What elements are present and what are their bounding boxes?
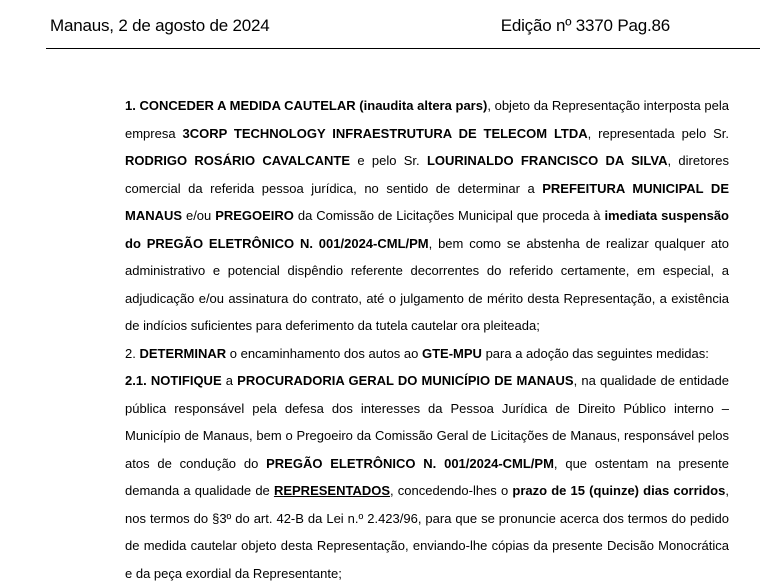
paragraph-2 xyxy=(125,340,729,368)
p1-s13: imediata suspensão do PREGÃO ELETRÔNICO N. 001/2024-CML/PM xyxy=(125,208,729,251)
paragraph-3 xyxy=(125,367,729,587)
p3-s10: , nos termos do §3º do art. 42-B da Lei n.º 2.423/96, para que se pronuncie acerca dos termos do pedido de medida cautelar objeto desta Representação, enviando-lhe cópias da presente Decisão Monocrática e da peça exordial da Representante; xyxy=(125,483,729,581)
p3-s9: prazo de 15 (quinze) dias corridos xyxy=(512,483,726,498)
p3-s8: , concedendo-lhes o xyxy=(390,483,513,498)
p1-s6: e pelo Sr. xyxy=(350,153,427,168)
p1-s3: 3CORP TECHNOLOGY INFRAESTRUTURA DE TELECOM LTDA xyxy=(182,125,588,141)
p2-s4: o encaminhamento dos autos ao xyxy=(226,345,422,361)
p1-s12: da Comissão de Licitações Municipal que proceda à xyxy=(293,208,605,223)
p3-s5: PREGÃO ELETRÔNICO N. 001/2024-CML/PM xyxy=(266,455,554,471)
p2-s3: DETERMINAR xyxy=(139,345,227,361)
p1-s1: 1. CONCEDER A MEDIDA CAUTELAR (inaudita altera pars) xyxy=(125,98,488,113)
p3-s7: REPRESENTADOS xyxy=(273,483,391,498)
page-header xyxy=(50,16,670,36)
p1-s8: , diretores comercial da referida pessoa jurídica, no sentido de determinar a xyxy=(125,153,729,196)
p1-s7: LOURINALDO FRANCISCO DA SILVA xyxy=(426,153,668,168)
p2-s5: GTE-MPU xyxy=(422,345,482,361)
paragraph-1 xyxy=(125,92,729,340)
p1-s2: , objeto da Representação interposta pela empresa xyxy=(125,98,730,141)
p3-s4: , na qualidade de entidade pública responsável pela defesa dos interesses da Pessoa Jurídica de Direito Público interno – Município de Manaus, bem o Pregoeiro da Comissão Geral de Licitações de Manaus, responsável pelos atos de condução do xyxy=(125,373,729,471)
p1-s4: , representada pelo Sr. xyxy=(587,125,729,141)
p1-s11: PREGOEIRO xyxy=(215,208,294,223)
p1-s10: e/ou xyxy=(182,208,216,223)
p1-s14: , bem como se abstenha de realizar qualquer ato administrativo e potencial dispêndio referente decorrentes do referido certamente, em especial, a adjudicação e/ou assinatura do contrato, até o julgamento de mérito desta Representação, a existência de indícios suficientes para deferimento da tutela cautelar ora pleiteada; xyxy=(125,235,729,333)
p3-s1: 2.1. NOTIFIQUE xyxy=(125,373,222,388)
header-date: Manaus, 2 de agosto de 2024 xyxy=(50,16,270,35)
p2-s1: 2 xyxy=(125,345,133,361)
header-edition: Edição nº 3370 Pag.86 xyxy=(500,16,670,35)
p1-s5: RODRIGO ROSÁRIO CAVALCANTE xyxy=(125,153,351,168)
p2-s6: para a adoção das seguintes medidas: xyxy=(481,345,709,361)
p3-s6: , que ostentam na presente demanda a qualidade de xyxy=(125,455,729,498)
document-body xyxy=(125,92,729,587)
p3-s3: PROCURADORIA GERAL DO MUNICÍPIO DE MANAUS xyxy=(237,373,574,388)
header-divider xyxy=(46,48,760,49)
p3-s2: a xyxy=(221,373,238,388)
p2-s2: . xyxy=(132,345,140,361)
p1-s9: PREFEITURA MUNICIPAL DE MANAUS xyxy=(125,180,729,223)
